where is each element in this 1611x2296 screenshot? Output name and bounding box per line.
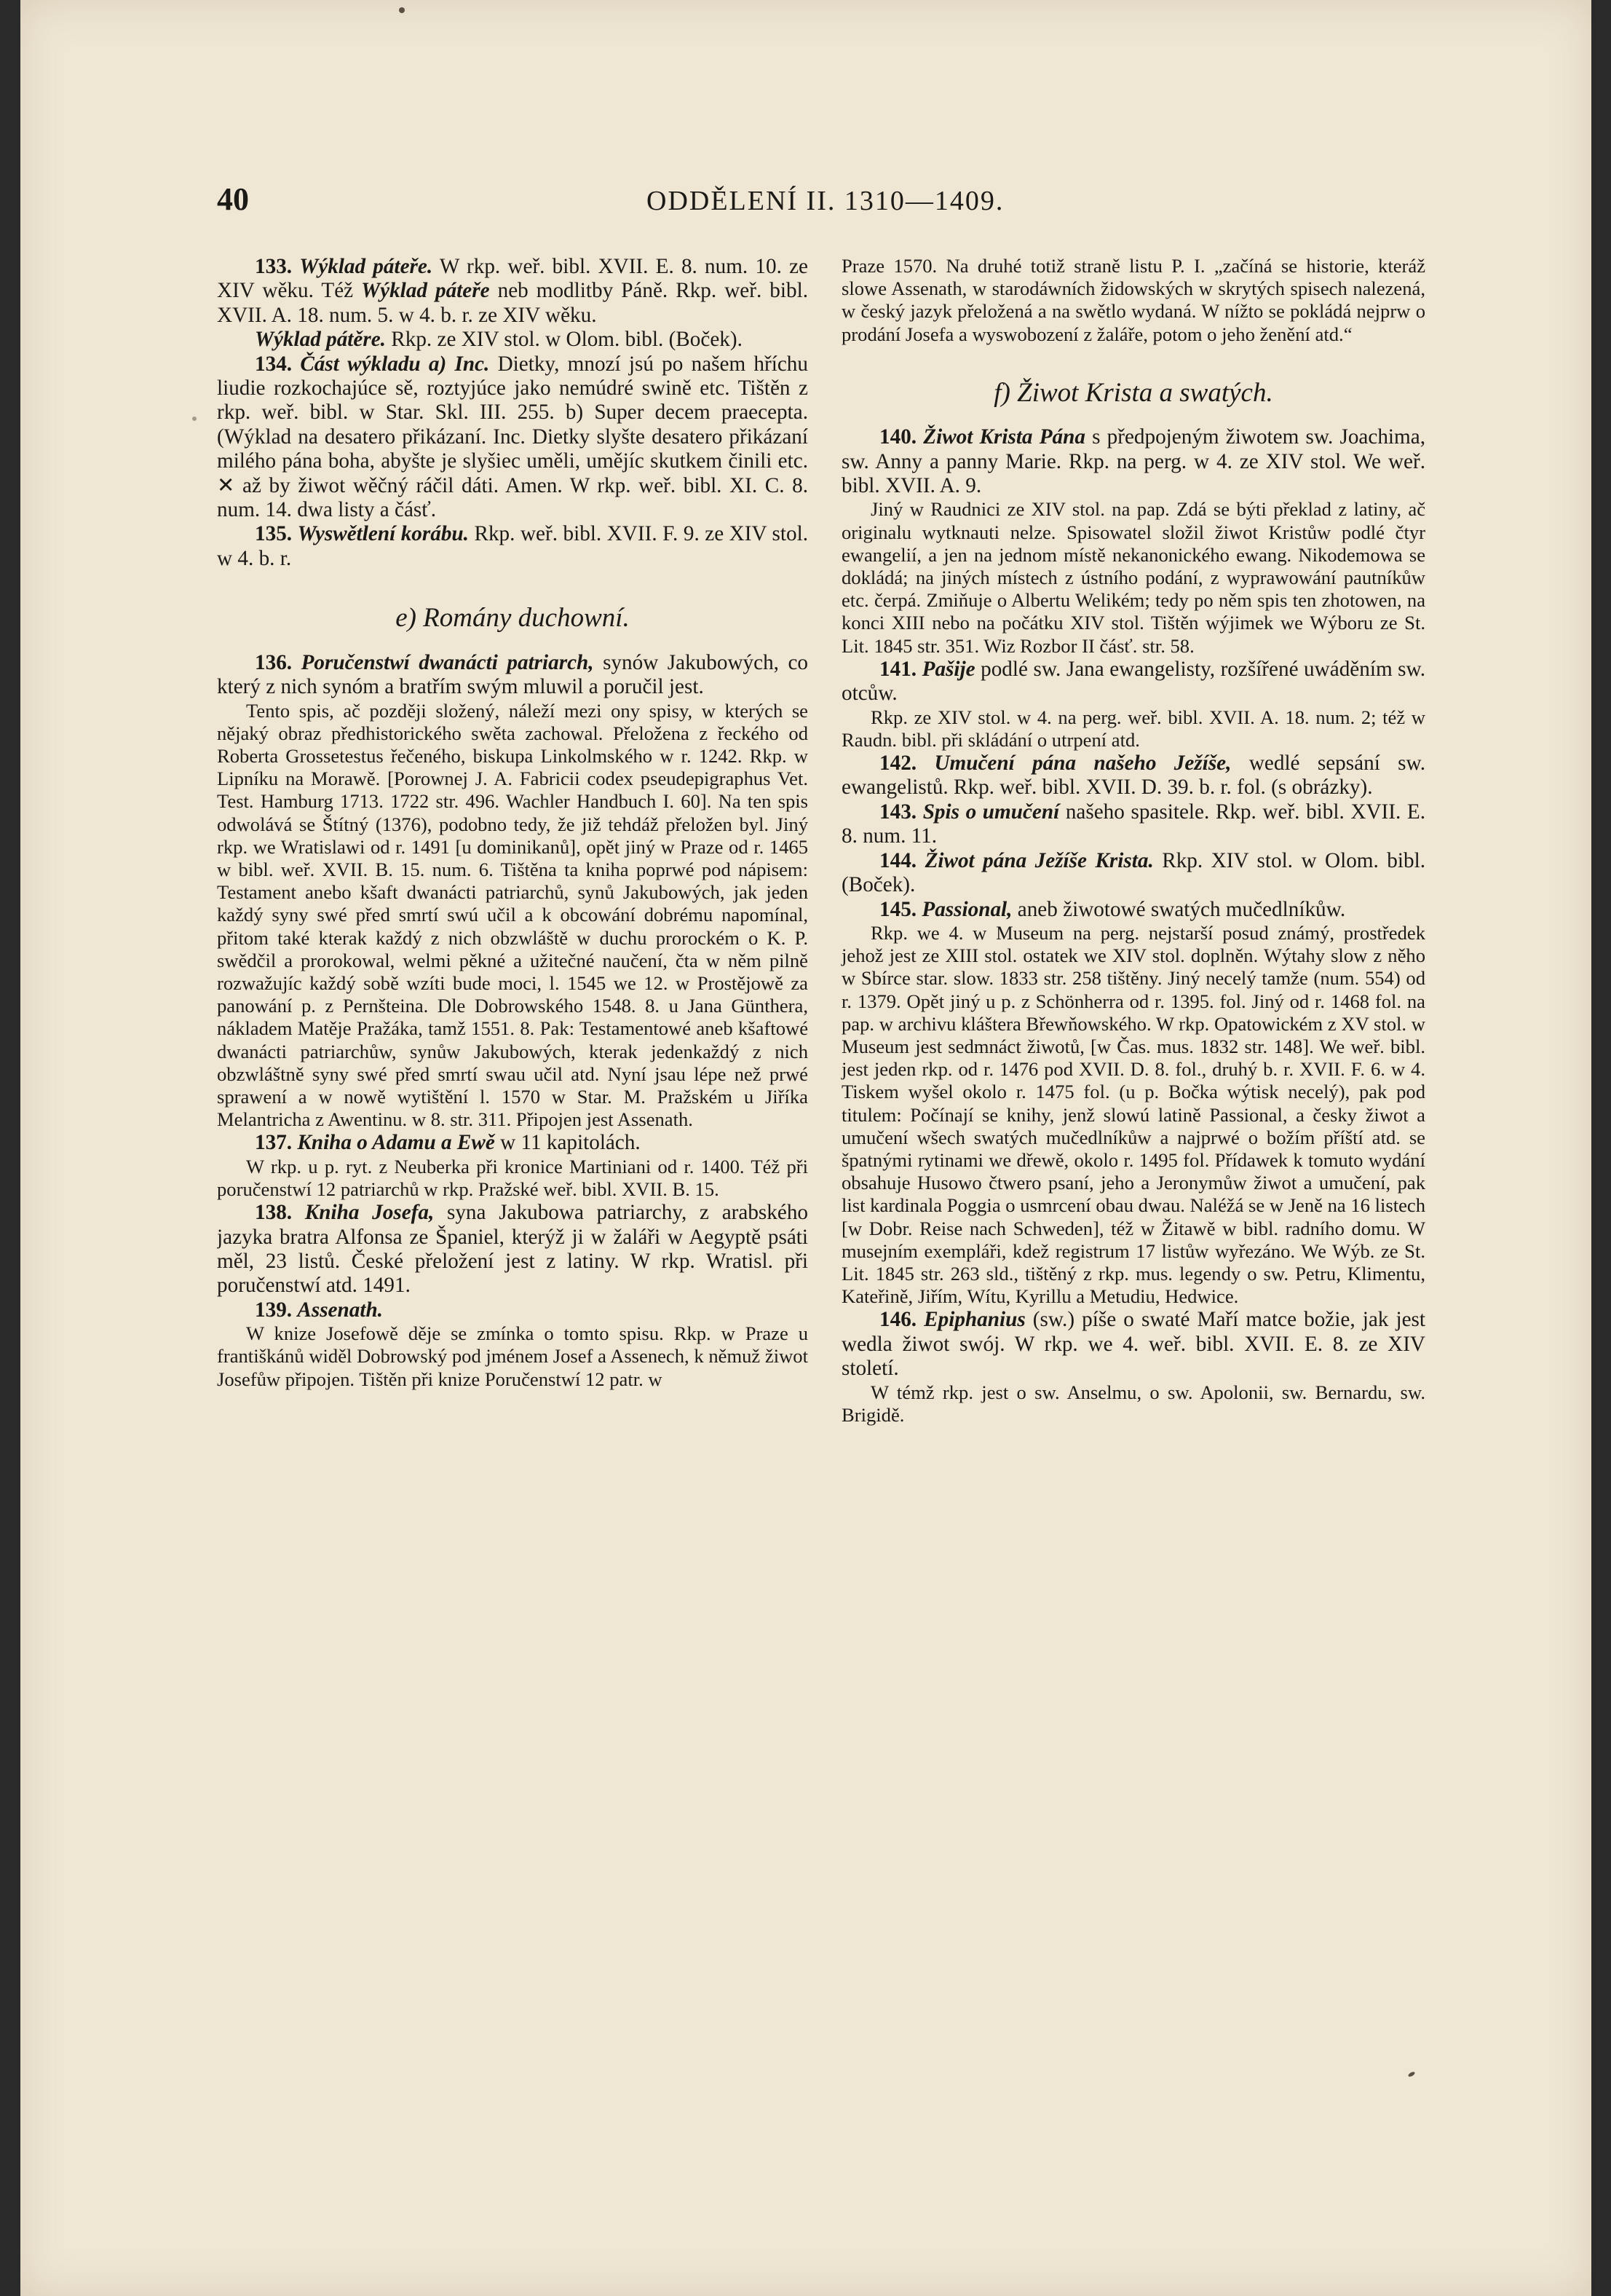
entry-135 [217,522,808,571]
entry-number: 138. [255,1201,293,1225]
entry-number: 144. [879,848,917,872]
entry-title: Žiwot Krista Pána [923,425,1085,449]
entry-number: 140. [879,425,917,449]
entry-137-note: W rkp. u p. ryt. z Neuberka při kronice Martiniani od r. 1400. Též při poručenstwí 12 patriarchů w rkp. Pražské weř. bibl. XVII. B. 15. [217,1155,808,1200]
entry-title: Assenath. [297,1298,383,1322]
entry-number: 137. [255,1131,293,1155]
entry-133 [217,255,808,328]
entry-title: Část wýkladu a) Inc. [300,352,490,376]
entry-text: w 11 kapitolách. [500,1131,641,1155]
entry-text: synów Jakubowých, co který z nich synóm a bratřím swým mluwil a poručil jest. [217,650,808,699]
entry-title: Wyswětlení korábu. [297,522,469,546]
entry-number: 135. [255,522,293,546]
book-page [20,0,1591,2296]
entry-146-note: W témž rkp. jest o sw. Anselmu, o sw. Apolonii, sw. Bernardu, sw. Brigidě. [842,1381,1425,1426]
entry-141-note: Rkp. ze XIV stol. w 4. na perg. weř. bibl. XVII. A. 18. num. 2; též w Raudn. bibl. při skládání o utrpení atd. [842,706,1425,751]
entry-number: 136. [255,650,293,674]
entry-title: Passional, [922,897,1013,921]
entry-142 [842,751,1425,800]
entry-146 [842,1308,1425,1381]
entry-144 [842,849,1425,898]
entry-text: syna Jakubowa patriarchy, z arabského jazyka bratra Alfonsa ze Španiel, kterýž ji w žaláři w Aegyptě psáti měl, 23 listů. České přeložení jest z latiny. W rkp. Wratisl. při poručenstwí atd. 1491. [217,1201,808,1298]
entry-text: s předpojeným žiwotem sw. Joachima, sw. Anny a panny Marie. Rkp. na perg. w 4. ze XIV stol. We weř. bibl. XVII. A. 9. [842,425,1425,498]
entry-136 [217,651,808,700]
entry-text: W rkp. weř. bibl. XVII. E. 8. num. 10. ze XIV wěku. Též [217,255,808,303]
entry-number: 146. [879,1308,917,1332]
entry-140-note: Jiný w Raudnici ze XIV stol. na pap. Zdá se býti překlad z latiny, ač originalu wytknauti nelze. Spisowatel složil žiwot Kristůw podlé čtyr ewangelií, a jen na jednom místě nekanonického ewang. Nikodemowa se dokládá; na jiných místech z ústního podání, z wyprawowání pautníkůw etc. čerpá. Zmiňuje o Albertu Welikém; tedy po něm spis ten zhotowen, na konci XIII nebo na počátku XIV stol. Tištěn wýjimek we Wýboru ze St. Lit. 1845 str. 351. Wiz Rozbor II čásť. str. 58. [842,498,1425,657]
entry-number: 141. [879,657,917,681]
entry-text: Rkp. ze XIV stol. w Olom. bibl. (Boček). [391,328,743,352]
paper-speck [1407,2071,1415,2078]
entry-text: aneb žiwotowé swatých mučedlníkůw. [1017,897,1346,921]
entry-title: Wýklad pátěre. [255,328,386,352]
entry-139-note: W knize Josefowě děje se zmínka o tomto spisu. Rkp. w Praze u františkánů widěl Dobrowský pod jménem Josef a Assenech, k němuž žiwot Josefůw připojen. Tištěn při knize Poručenstwí 12 patr. w [217,1322,808,1390]
entry-title: Spis o umučení [922,800,1060,824]
running-head [217,181,1454,232]
left-column [217,255,808,2039]
entry-title: Epiphanius [924,1308,1026,1332]
entry-145 [842,898,1425,922]
entry-number: 134. [255,352,293,376]
entry-text: Rkp. XIV stol. w Olom. bibl. (Boček). [842,848,1425,897]
entry-137 [217,1131,808,1155]
entry-number: 145. [879,897,917,921]
entry-138 [217,1201,808,1298]
entry-text: neb modlitby Páně. Rkp. weř. bibl. XVII. A. 18. num. 5. w 4. b. r. ze XIV wěku. [217,279,808,327]
entry-145-note: Rkp. we 4. w Museum na perg. nejstarší posud známý, prostředek jehož jest ze XIII stol. ostatek we XIV stol. doplněn. Wýtahy slow z něho w Sbírce star. slow. 1833 str. 258 tištěny. Jiný necelý tamže (num. 554) od r. 1379. Opět jiný u p. z Schönherra od r. 1395. fol. Jiný od r. 1468 fol. na pap. w archivu kláštera Břewňowského. W rkp. Opatowickém z XV stol. w Museum jest sedmnáct žiwotů, [w Čas. mus. 1832 str. 148]. We weř. bibl. jest jeden rkp. od r. 1476 pod XVII. D. 8. fol., druhý b. r. XVII. F. 6. w 4. Tiskem wyšel okolo r. 1475 fol. (u p. Bočka wýtisk necelý), pak pod titulem: Počínají se knihy, jenž slowú latině Passional, a česky žiwot a umučení wšech swatých mučedlníkůw a najprwé o božím příští atd. se špatnými rytinami we dřewě, okolo r. 1495 fol. Přídawek k tomuto wydání obsahuje Husowo čtwero psaní, jeho a Jeronymůw žiwot a umučení, pak list kardinala Poggia o usmrcení obau dwau. Naléžá se w Jeně na 16 listech [w Dobr. Reise nach Schweden], též w Žitawě w bibl. radního domu. W musejním exempláři, kdež registrum 17 listůw wyřezáno. We Wýb. ze St. Lit. 1845 str. 263 sld., tištěný z rkp. mus. legendy o sw. Petru, Klimentu, Kateřině, Jiřím, Wítu, Kyrillu a Metudiu, Hedwice. [842,921,1425,1308]
entry-number: 133. [255,255,293,278]
entry-136-note: Tento spis, ač později složený, náleží mezi ony spisy, w kterých se nějaký obraz předhistorického swěta zachowal. Přeložena z řeckého od Roberta Grossetestus řečeného, biskupa Linkolmského w r. 1242. Rkp. w Lipníku na Morawě. [Porownej J. A. Fabricii codex pseudepigraphus Vet. Test. Hamburg 1713. 1722 str. 496. Wachler Handbuch I. 60]. Na ten spis odwolává se Štítný (1376), podobno tedy, že již tehdáž přeložen byl. Jiný rkp. we Wratislawi od r. 1491 [u dominikanů], opět jiný w Praze od r. 1465 w bibl. weř. XVII. B. 15. num. 6. Tištěna ta kniha poprwé pod nápisem: Testament anebo kšaft dwanácti patriarchů, synů Jakubowých, jak jeden každý syny swé před smrtí swú učil a k obcowání dobrému napomínal, přitom také kterak každý z nich obzwláště w duchu prorockém o K. P. swědčil a prorokowal, welmi pěkné a užitečné naučení, čta w něm pilně rozwažujíc každý sobě wzíti bude moci, l. 1545 we 12. w Prostějowě za panowání p. z Pernšteina. Dle Dobrowského 1548. 8. u Jana Günthera, nákladem Matěje Pražáka, tamž 1551. 8. Pak: Testamentowé aneb kšaftowé dwanácti patriarchůw, synůw Jakubowých, kterak jedenkaždý z nich obzwláštně syny swé před smrtí swau učil atd. Nyní jsau lépe než prwé sprawení a w nowě wytištění l. 1570 w Star. M. Pražském u Jiříka Melantricha z Awentinu. w 8. str. 311. Připojen jest Assenath. [217,699,808,1131]
entry-title: Kniha o Adamu a Ewě [297,1131,495,1155]
entry-title: Wýklad páteře. [299,255,433,278]
entry-143 [842,800,1425,849]
section-heading-f: f) Žiwot Krista a swatých. [994,377,1273,408]
page-number: 40 [217,181,249,217]
entry-text: (sw.) píše o swaté Maří matce božie, jak jest wedla žiwot swój. W rkp. we 4. weř. bibl. XVII. E. 8. ze XIV století. [842,1308,1425,1381]
entry-text: našeho spasitele. Rkp. weř. bibl. XVII. E. 8. num. 11. [842,800,1425,848]
entry-title: Kniha Josefa, [304,1201,435,1225]
entry-title: Umučení pána našeho Ježíše, [934,751,1232,776]
entry-number: 139. [255,1298,293,1322]
entry-140 [842,425,1425,498]
entry-139-continuation: Praze 1570. Na druhé totiž straně listu P. I. „začíná se historie, kteráž slowe Assenath, w starodáwních židowských w skrytých spisech nalezená, w český jazyk přeložená a na swětlo wydaná. W nížto se pokládá nejprw o prodání Josefa a wyswobození z žaláře, potom o jeho ženění atd.“ [842,255,1425,345]
entry-number: 143. [879,800,917,824]
entry-139 [217,1298,808,1322]
paper-speck [399,7,405,13]
entry-title: Pašije [922,657,975,681]
entry-text: Dietky, mnozí jsú po našem hříchu liudie rozkochajúce sě, roztyjúce jako nemúdré swině etc. Tištěn z rkp. weř. bibl. w Star. Skl. III. 255. b) Super decem praecepta. (Wýklad na desatero přikázaní. Inc. Dietky slyšte desatero přikázaní milého pána boha, abyšte je slyšiec uměli, umějíc skutkem činili etc. ✕ až by žiwot wěčný ráčil dáti. Amen. W rkp. weř. bibl. XI. C. 8. num. 14. dwa listy a čásť. [217,352,808,522]
entry-title: Wýklad páteře [361,279,490,303]
entry-133-variant [217,328,808,352]
right-column [814,255,1425,2039]
paper-speck [192,417,197,421]
entry-number: 142. [879,751,917,776]
running-title: ODDĚLENÍ II. 1310—1409. [646,186,1005,216]
entry-title: Poručenstwí dwanácti patriarch, [301,650,594,674]
entry-text: wedlé sepsání sw. ewangelistů. Rkp. weř. bibl. XVII. D. 39. b. r. fol. (s obrázky). [842,751,1425,800]
entry-text: Rkp. weř. bibl. XVII. F. 9. ze XIV stol. w 4. b. r. [217,522,808,570]
entry-141 [842,658,1425,706]
entry-title: Žiwot pána Ježíše Krista. [925,848,1154,872]
section-heading-e: e) Romány duchowní. [395,603,630,634]
entry-134 [217,352,808,523]
entry-text: podlé sw. Jana ewangelisty, rozšířené uwáděním sw. otcůw. [842,657,1425,706]
